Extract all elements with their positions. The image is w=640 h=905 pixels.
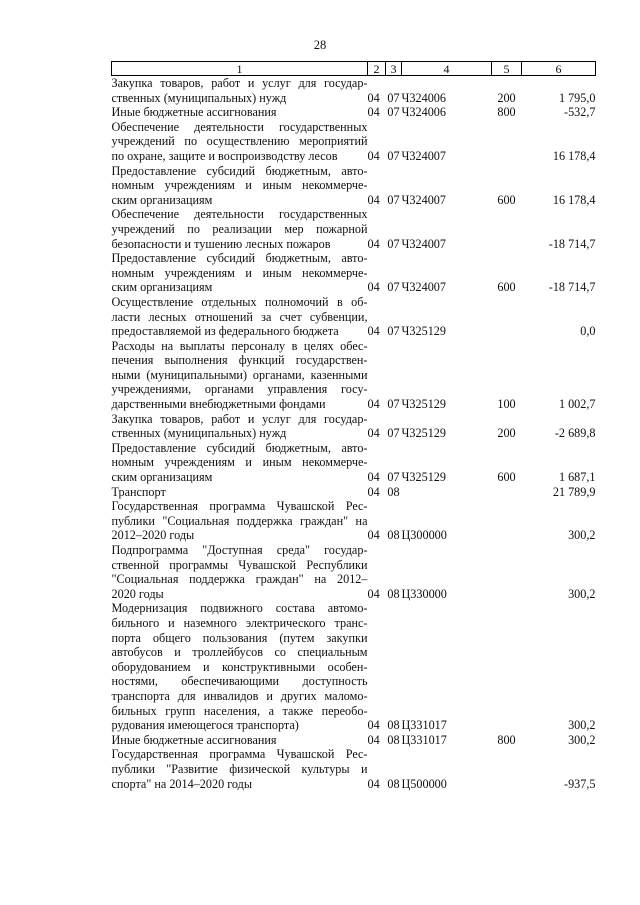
description-line: номным учреждениям и иным некоммерче- bbox=[111, 455, 368, 470]
amount: 0,0 bbox=[580, 324, 596, 339]
table-row bbox=[112, 412, 596, 441]
amount: 1 795,0 bbox=[558, 90, 596, 105]
subsection-code: 07 bbox=[387, 280, 400, 295]
table-row bbox=[112, 747, 596, 791]
description-line: по охране, защите и воспроизводству лесов bbox=[111, 148, 338, 163]
description-line: публики "Социальная поддержка граждан" на bbox=[111, 513, 368, 528]
subsection-code: 07 bbox=[387, 426, 400, 441]
section-code: 04 bbox=[367, 586, 380, 601]
header-col-3: 3 bbox=[386, 62, 402, 76]
description-line: ским организациям bbox=[111, 192, 213, 207]
section-code: 04 bbox=[367, 236, 380, 251]
expense-type-code: 600 bbox=[497, 280, 516, 295]
subsection-code: 08 bbox=[387, 718, 400, 733]
section-code: 04 bbox=[367, 718, 380, 733]
subsection-code: 07 bbox=[387, 105, 400, 120]
row-description bbox=[112, 601, 368, 732]
description-line: ностями, обеспечивающими доступность bbox=[111, 674, 368, 689]
expense-type-code: 800 bbox=[497, 732, 516, 747]
table-row bbox=[112, 105, 596, 120]
target-article-code: Ц331017 bbox=[401, 718, 447, 733]
expense-type-code: 200 bbox=[497, 426, 516, 441]
target-article-code: Ч325129 bbox=[401, 324, 446, 339]
subsection-code: 07 bbox=[387, 470, 400, 485]
row-description bbox=[112, 105, 368, 120]
table-row bbox=[112, 485, 596, 500]
row-description bbox=[112, 164, 368, 208]
header-col-1: 1 bbox=[112, 62, 368, 76]
subsection-code: 08 bbox=[387, 732, 400, 747]
description-line: ственных (муниципальных) нужд bbox=[111, 426, 287, 441]
description-line: ственных (муниципальных) нужд bbox=[111, 90, 287, 105]
section-code: 04 bbox=[367, 528, 380, 543]
expense-type-code bbox=[492, 747, 522, 791]
description-line: транспорта для инвалидов и других маломо- bbox=[111, 688, 368, 703]
description-line: ными (муниципальными) органами, казенными bbox=[111, 367, 368, 382]
expense-type-code bbox=[492, 543, 522, 601]
section-code: 04 bbox=[367, 776, 380, 791]
description-line: ласти лесных отношений за счет субвенции, bbox=[111, 309, 368, 324]
table-row bbox=[112, 120, 596, 164]
description-line: Обеспечение деятельности государственных bbox=[111, 119, 368, 134]
row-description bbox=[112, 441, 368, 485]
table-row bbox=[112, 251, 596, 295]
table-row bbox=[112, 499, 596, 543]
description-line: Осуществление отдельных полномочий в об- bbox=[111, 294, 368, 309]
row-description bbox=[112, 499, 368, 543]
expense-type-code bbox=[492, 120, 522, 164]
target-article-code: Ч325129 bbox=[401, 470, 446, 485]
target-article-code: Ч324006 bbox=[401, 105, 446, 120]
description-line: предоставляемой из федерального бюджета bbox=[111, 324, 339, 339]
subsection-code: 07 bbox=[387, 192, 400, 207]
section-code: 04 bbox=[367, 280, 380, 295]
description-line: Расходы на выплаты персоналу в целях обес- bbox=[111, 338, 368, 353]
table-row bbox=[112, 295, 596, 339]
row-description bbox=[112, 747, 368, 791]
amount: -937,5 bbox=[564, 776, 596, 791]
row-description bbox=[112, 207, 368, 251]
description-line: рудования имеющегося транспорта) bbox=[111, 718, 299, 733]
target-article-code: Ц500000 bbox=[401, 776, 447, 791]
table-row bbox=[112, 339, 596, 412]
target-article-code: Ч325129 bbox=[401, 397, 446, 412]
subsection-code: 07 bbox=[387, 397, 400, 412]
description-line: бильных групп населения, а также переобо- bbox=[111, 703, 368, 718]
description-line: Предоставление субсидий бюджетным, авто- bbox=[111, 251, 368, 266]
row-description bbox=[112, 412, 368, 441]
amount: -18 714,7 bbox=[548, 236, 596, 251]
description-line: Обеспечение деятельности государственных bbox=[111, 207, 368, 222]
target-article-code: Ц330000 bbox=[401, 586, 447, 601]
description-line: "Социальная поддержка граждан" на 2012– bbox=[111, 572, 368, 587]
description-line: публики "Развитие физической культуры и bbox=[111, 761, 368, 776]
subsection-code: 08 bbox=[387, 484, 400, 499]
expense-type-code bbox=[492, 499, 522, 543]
header-col-2: 2 bbox=[368, 62, 386, 76]
section-code: 04 bbox=[367, 732, 380, 747]
description-line: печения выполнения функций государствен- bbox=[111, 353, 368, 368]
section-code: 04 bbox=[367, 192, 380, 207]
subsection-code: 07 bbox=[387, 148, 400, 163]
row-description bbox=[112, 733, 368, 748]
table-header-row bbox=[112, 62, 596, 76]
budget-table bbox=[111, 61, 596, 791]
expense-type-code bbox=[492, 601, 522, 732]
table-row bbox=[112, 76, 596, 106]
amount: -2 689,8 bbox=[554, 426, 596, 441]
amount: 300,2 bbox=[568, 586, 596, 601]
description-line: оборудованием и конструктивными особен- bbox=[111, 659, 368, 674]
description-line: ским организациям bbox=[111, 470, 213, 485]
target-article-code: Ч324007 bbox=[401, 192, 446, 207]
target-article-code: Ч324007 bbox=[401, 236, 446, 251]
row-description bbox=[112, 485, 368, 500]
subsection-code: 08 bbox=[387, 528, 400, 543]
amount: 300,2 bbox=[568, 528, 596, 543]
target-article-code: Ч324007 bbox=[401, 148, 446, 163]
target-article-code: Ч324007 bbox=[401, 280, 446, 295]
page-number: 28 bbox=[313, 38, 327, 52]
amount: -18 714,7 bbox=[548, 280, 596, 295]
section-code: 04 bbox=[367, 90, 380, 105]
expense-type-code bbox=[492, 295, 522, 339]
expense-type-code bbox=[492, 207, 522, 251]
amount: 16 178,4 bbox=[552, 148, 596, 163]
expense-type-code: 800 bbox=[497, 105, 516, 120]
description-line: Предоставление субсидий бюджетным, авто- bbox=[111, 440, 368, 455]
amount: 1 687,1 bbox=[558, 470, 596, 485]
description-line: ским организациям bbox=[111, 280, 213, 295]
description-line: Государственная программа Чувашской Рес- bbox=[111, 499, 368, 514]
table-row bbox=[112, 164, 596, 208]
section-code: 04 bbox=[367, 148, 380, 163]
description-line: учреждений по осуществлению мероприятий bbox=[111, 134, 368, 149]
header-col-5: 5 bbox=[492, 62, 522, 76]
description-line: номным учреждениям и иным некоммерче- bbox=[111, 265, 368, 280]
description-line: автобусов и троллейбусов со специальным bbox=[111, 645, 368, 660]
description-line: Предоставление субсидий бюджетным, авто- bbox=[111, 163, 368, 178]
row-description bbox=[112, 120, 368, 164]
description-line: безопасности и тушению лесных пожаров bbox=[111, 236, 331, 251]
subsection-code: 08 bbox=[387, 776, 400, 791]
description-line: номным учреждениям и иным некоммерче- bbox=[111, 178, 368, 193]
target-article-code: Ц331017 bbox=[401, 732, 447, 747]
description-line: Закупка товаров, работ и услуг для государ- bbox=[111, 411, 368, 426]
description-line: Закупка товаров, работ и услуг для государ- bbox=[111, 76, 368, 90]
description-line: учреждениями, органами управления госу- bbox=[111, 382, 368, 397]
description-line: ственной программы Чувашской Республики bbox=[111, 557, 368, 572]
amount: -532,7 bbox=[564, 105, 596, 120]
subsection-code: 07 bbox=[387, 90, 400, 105]
table-row bbox=[112, 601, 596, 732]
section-code: 04 bbox=[367, 397, 380, 412]
table-row bbox=[112, 733, 596, 748]
target-article-code: Ч325129 bbox=[401, 426, 446, 441]
amount: 300,2 bbox=[568, 718, 596, 733]
row-description bbox=[112, 295, 368, 339]
table-row bbox=[112, 207, 596, 251]
row-description bbox=[112, 251, 368, 295]
target-article-code bbox=[402, 485, 492, 500]
section-code: 04 bbox=[367, 484, 380, 499]
section-code: 04 bbox=[367, 470, 380, 485]
row-description bbox=[112, 339, 368, 412]
amount: 16 178,4 bbox=[552, 192, 596, 207]
description-line: Иные бюджетные ассигнования bbox=[111, 105, 277, 120]
table-row bbox=[112, 543, 596, 601]
target-article-code: Ц300000 bbox=[401, 528, 447, 543]
description-line: Государственная программа Чувашской Рес- bbox=[111, 747, 368, 762]
header-col-4: 4 bbox=[402, 62, 492, 76]
row-description bbox=[112, 543, 368, 601]
expense-type-code: 600 bbox=[497, 470, 516, 485]
amount: 1 002,7 bbox=[558, 397, 596, 412]
header-col-6: 6 bbox=[522, 62, 596, 76]
subsection-code: 07 bbox=[387, 236, 400, 251]
subsection-code: 08 bbox=[387, 586, 400, 601]
expense-type-code: 200 bbox=[497, 90, 516, 105]
target-article-code: Ч324006 bbox=[401, 90, 446, 105]
section-code: 04 bbox=[367, 324, 380, 339]
amount: 21 789,9 bbox=[552, 484, 596, 499]
expense-type-code: 600 bbox=[497, 192, 516, 207]
description-line: Транспорт bbox=[111, 484, 166, 499]
description-line: порта общего пользования (путем закупки bbox=[111, 630, 368, 645]
description-line: учреждений по реализации мер пожарной bbox=[111, 221, 368, 236]
description-line: Модернизация подвижного состава автомо- bbox=[111, 601, 368, 616]
table-row bbox=[112, 441, 596, 485]
description-line: 2012–2020 годы bbox=[111, 528, 195, 543]
description-line: спорта" на 2014–2020 годы bbox=[111, 776, 253, 791]
amount: 300,2 bbox=[568, 732, 596, 747]
table-body bbox=[112, 76, 596, 792]
expense-type-code: 100 bbox=[497, 397, 516, 412]
description-line: Подпрограмма "Доступная среда" государ- bbox=[111, 543, 368, 557]
row-description bbox=[112, 76, 368, 106]
description-line: дарственными внебюджетными фондами bbox=[111, 397, 326, 412]
expense-type-code bbox=[492, 485, 522, 500]
section-code: 04 bbox=[367, 105, 380, 120]
description-line: бильного и наземного электрического транс- bbox=[111, 615, 368, 630]
subsection-code: 07 bbox=[387, 324, 400, 339]
section-code: 04 bbox=[367, 426, 380, 441]
description-line: Иные бюджетные ассигнования bbox=[111, 732, 277, 747]
description-line: 2020 годы bbox=[111, 586, 164, 601]
